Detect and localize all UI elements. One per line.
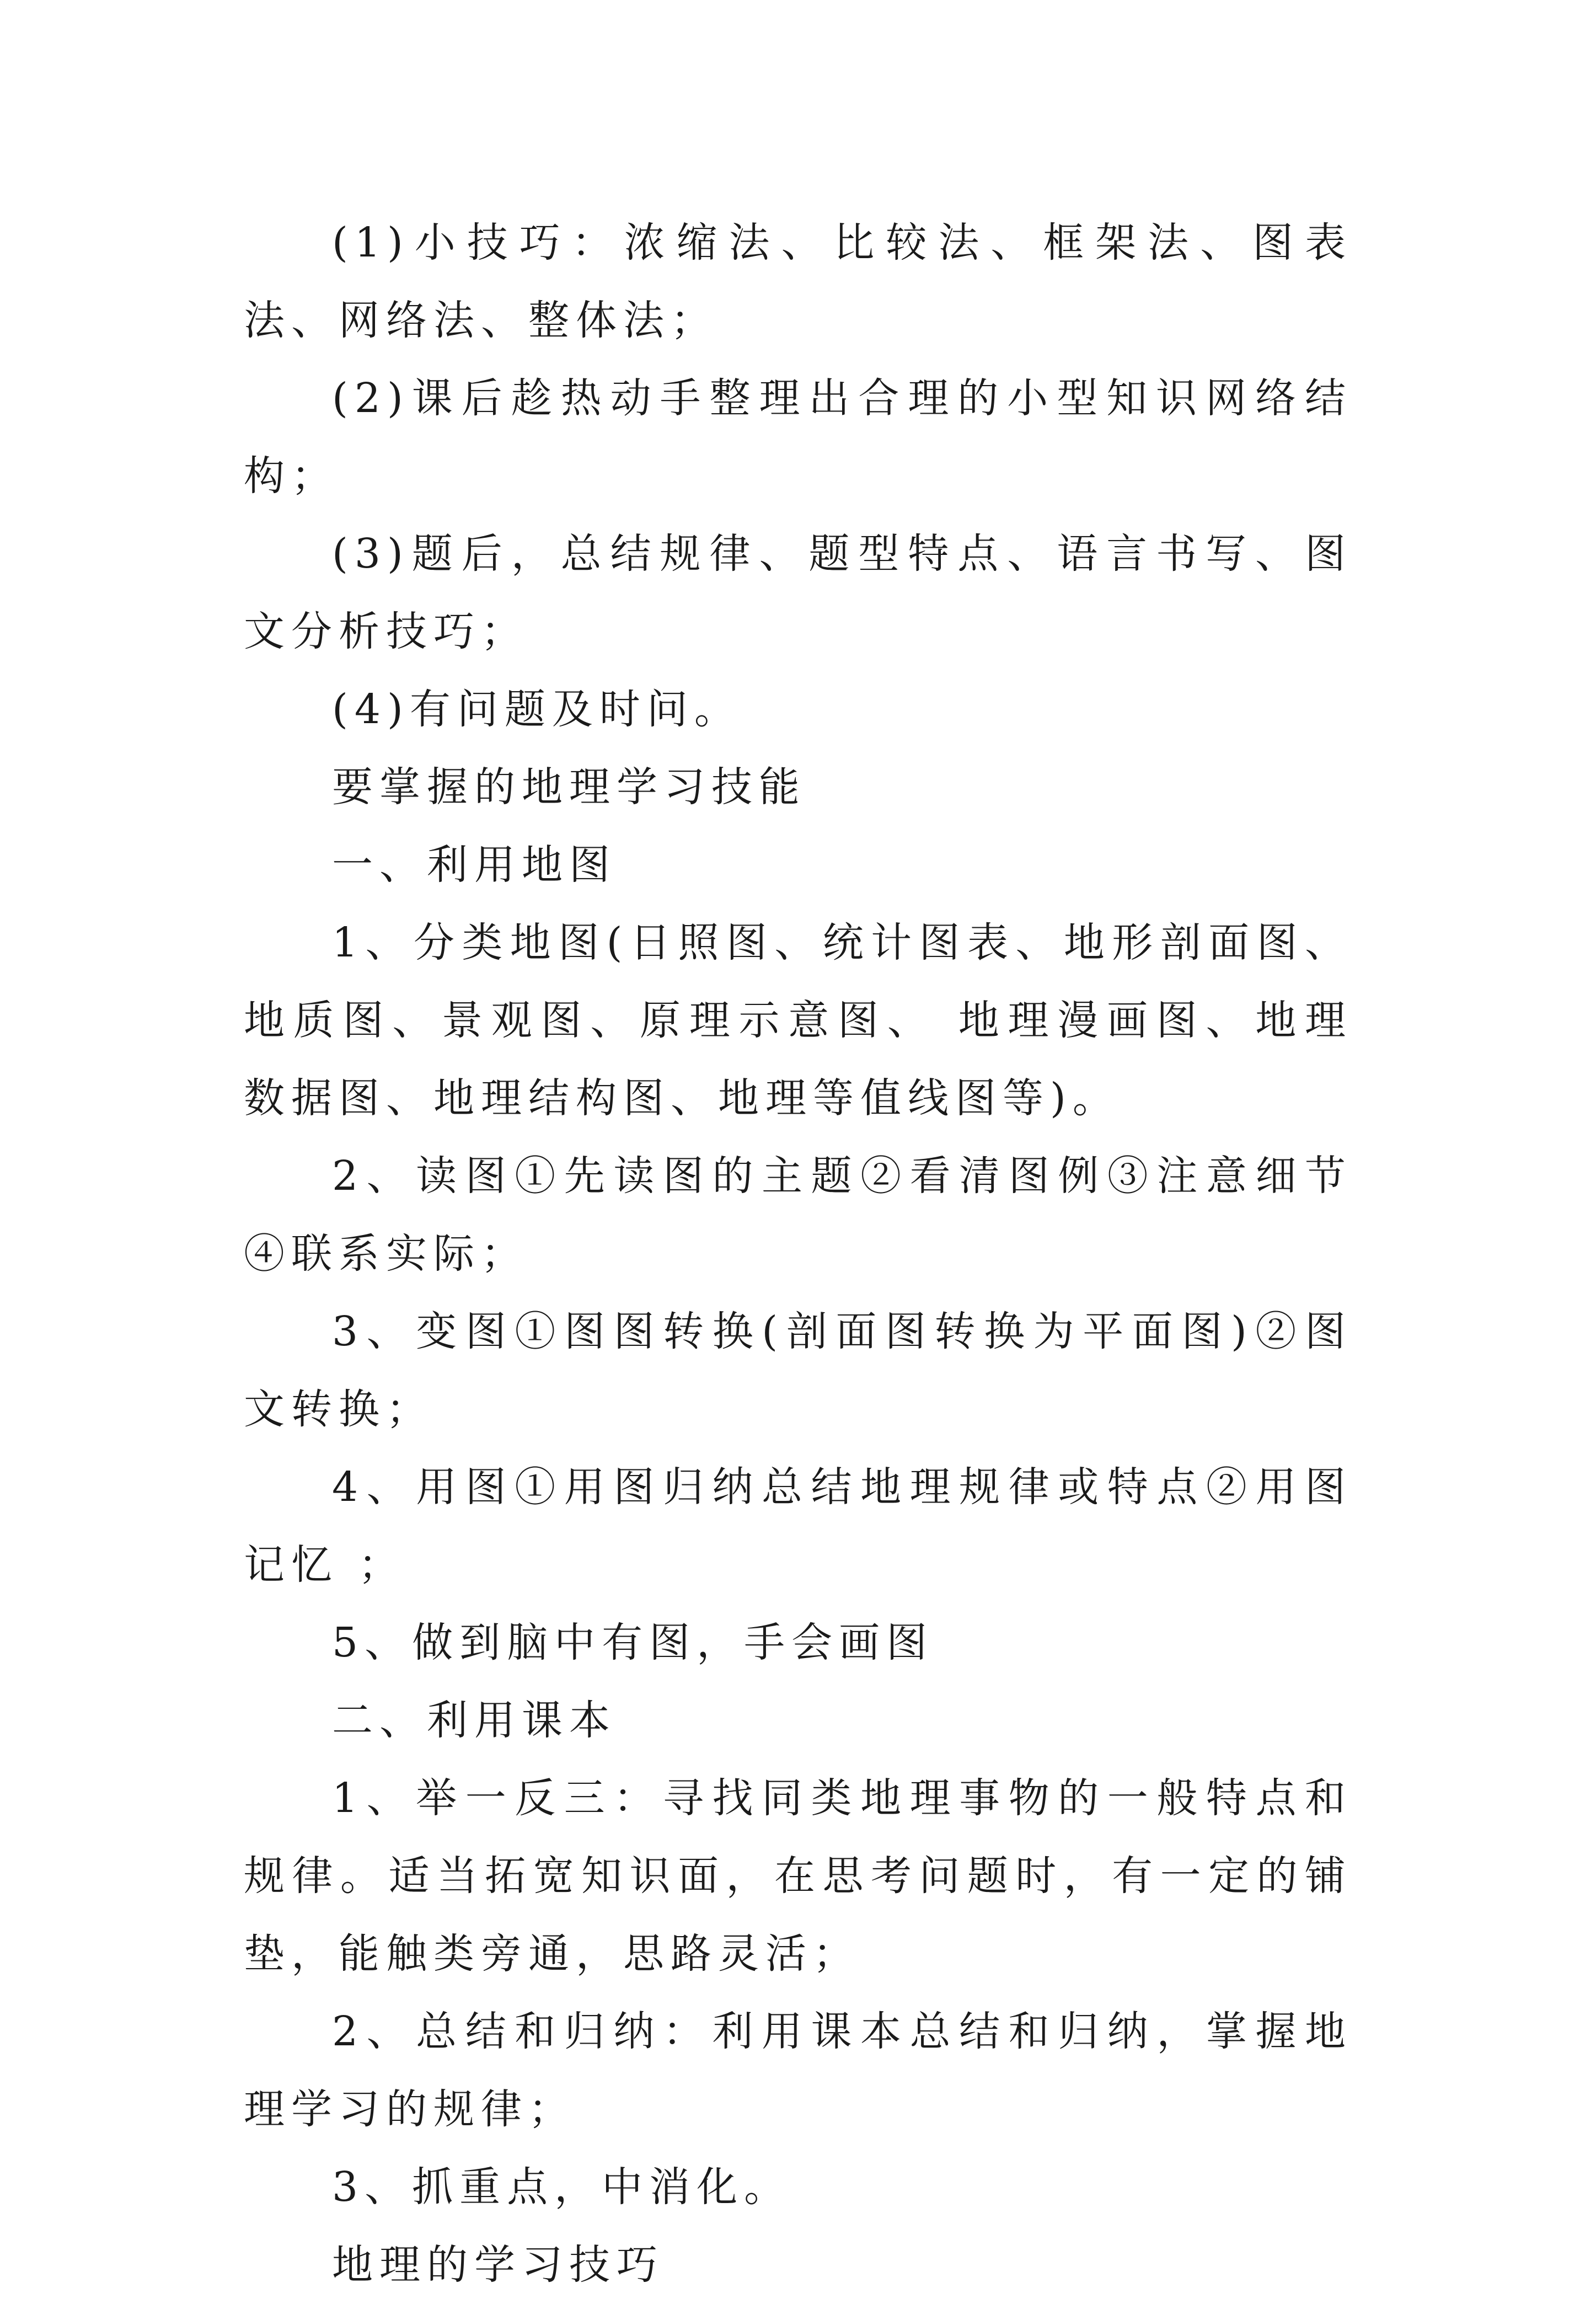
paragraph-map-types: 1、分类地图(日照图、统计图表、地形剖面图、地质图、景观图、原理示意图、 地理漫画图、地理数据图、地理结构图、地理等值线图等)。: [244, 919, 1352, 1122]
paragraph-knowledge-network: (2)课后趁热动手整理出合理的小型知识网络结构；: [244, 375, 1352, 500]
paragraph-read-maps: 2、读图①先读图的主题②看清图例③注意细节④联系实际；: [244, 1152, 1352, 1277]
document-body: [244, 204, 1352, 2304]
paragraph-map-in-mind: 5、做到脑中有图，手会画图: [332, 1619, 934, 1666]
paragraph-use-maps: 4、用图①用图归纳总结地理规律或特点②用图记忆 ；: [244, 1463, 1352, 1589]
paragraph-after-exercise-summary: (3)题后，总结规律、题型特点、语言书写、图文分析技巧；: [244, 530, 1352, 655]
paragraph-ask-questions: (4)有问题及时问。: [332, 686, 742, 733]
heading-use-textbook: 二、利用课本: [332, 1697, 617, 1744]
paragraph-key-points: 3、抓重点，中消化。: [332, 2163, 792, 2211]
paragraph-draw-inferences: 1、举一反三：寻找同类地理事物的一般特点和规律。适当拓宽知识面，在思考问题时，有一定的铺垫，能触类旁通，思路灵活；: [244, 1774, 1352, 1977]
paragraph-transform-maps: 3、变图①图图转换(剖面图转换为平面图)②图文转换；: [244, 1308, 1352, 1433]
section-heading-skills: 要掌握的地理学习技能: [332, 763, 806, 811]
paragraph-summarize: 2、总结和归纳：利用课本总结和归纳，掌握地理学习的规律；: [244, 2008, 1352, 2133]
heading-use-maps: 一、利用地图: [332, 841, 617, 889]
section-heading-study-tips: 地理的学习技巧: [332, 2241, 664, 2289]
paragraph-tips-techniques: (1)小技巧：浓缩法、比较法、框架法、图表法、网络法、整体法；: [244, 219, 1352, 344]
